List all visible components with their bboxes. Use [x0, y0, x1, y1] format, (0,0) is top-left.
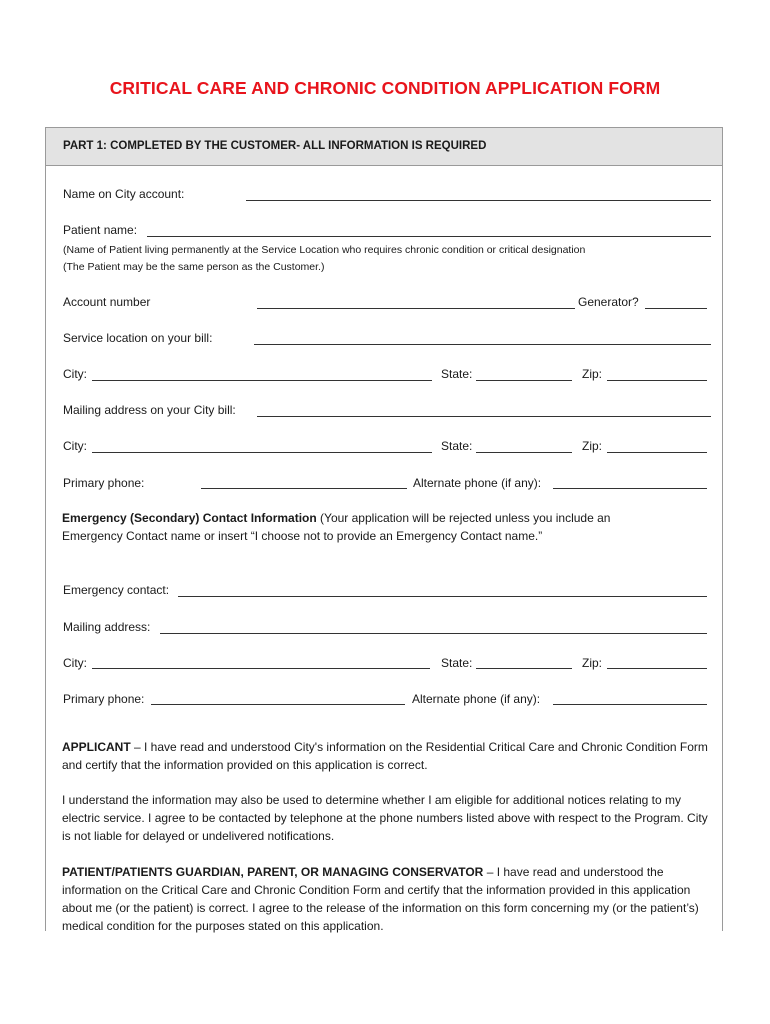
zip-label: Zip: [582, 367, 603, 381]
city-field[interactable] [92, 380, 432, 381]
state-field[interactable] [476, 380, 572, 381]
mailing-address-field[interactable] [257, 416, 711, 417]
patient-paragraph [62, 863, 712, 935]
zip-field[interactable] [607, 380, 707, 381]
generator-label: Generator? [578, 295, 639, 309]
patient-note-2: (The Patient may be the same person as the Customer.) [63, 261, 325, 273]
name-on-account-field[interactable] [246, 200, 711, 201]
emergency-info-paragraph [62, 509, 712, 545]
emergency-text-2: Emergency Contact name or insert “I choose not to provide an Emergency Contact name.” [62, 529, 543, 543]
primary-phone-label: Primary phone: [63, 476, 145, 490]
emergency-contact-field[interactable] [178, 596, 707, 597]
part1-header [46, 128, 722, 166]
applicant-paragraph-2: I understand the information may also be used to determine whether I am eligible for additional notices relating to my electric service. I agree to be contacted by telephone at the phone numbers listed above with respect to the Program. City is not liable for delayed or undelivered notifications. [62, 793, 708, 843]
alternate-phone-field[interactable] [553, 704, 707, 705]
zip-label: Zip: [582, 656, 603, 670]
city-field[interactable] [92, 668, 430, 669]
emergency-contact-label: Emergency contact: [63, 583, 170, 597]
zip-label: Zip: [582, 439, 603, 453]
name-on-account-label: Name on City account: [63, 187, 185, 201]
part1-header-text: PART 1: COMPLETED BY THE CUSTOMER- ALL INFORMATION IS REQUIRED [63, 140, 487, 152]
mailing-address-label: Mailing address on your City bill: [63, 403, 236, 417]
account-number-field[interactable] [257, 308, 575, 309]
form-title: CRITICAL CARE AND CHRONIC CONDITION APPLICATION FORM [109, 78, 661, 98]
state-label: State: [441, 656, 473, 670]
applicant-paragraph [62, 738, 712, 774]
emergency-text-1: (Your application will be rejected unless you include an [316, 511, 611, 525]
primary-phone-field[interactable] [201, 488, 407, 489]
city-label: City: [63, 439, 87, 453]
state-label: State: [441, 367, 473, 381]
service-location-label: Service location on your bill: [63, 331, 213, 345]
patient-heading: PATIENT/PATIENTS GUARDIAN, PARENT, OR MANAGING CONSERVATOR [62, 865, 484, 879]
alternate-phone-label: Alternate phone (if any): [413, 476, 542, 490]
applicant-heading: APPLICANT [62, 740, 131, 754]
patient-text: – I have read and understood the information on the Critical Care and Chronic Condition Form and certify that the information provided in this application about me (or the patient) is correct. I agree to the release of the information on this form concerning my (or the patient’s) medical condition for the purposes stated on this application. [62, 865, 699, 933]
state-field[interactable] [476, 668, 572, 669]
generator-field[interactable] [645, 308, 707, 309]
account-number-label: Account number [63, 295, 151, 309]
city-field[interactable] [92, 452, 432, 453]
patient-name-field[interactable] [147, 236, 711, 237]
city-label: City: [63, 367, 87, 381]
primary-phone-label: Primary phone: [63, 692, 145, 706]
patient-note-1: (Name of Patient living permanently at the Service Location who requires chronic condition or critical designation [63, 244, 586, 256]
emergency-mailing-label: Mailing address: [63, 620, 151, 634]
zip-field[interactable] [607, 452, 707, 453]
state-field[interactable] [476, 452, 572, 453]
state-label: State: [441, 439, 473, 453]
service-location-field[interactable] [254, 344, 711, 345]
alternate-phone-field[interactable] [553, 488, 707, 489]
primary-phone-field[interactable] [151, 704, 405, 705]
emergency-heading: Emergency (Secondary) Contact Information [62, 511, 317, 525]
emergency-mailing-field[interactable] [160, 633, 707, 634]
alternate-phone-label: Alternate phone (if any): [412, 692, 541, 706]
applicant-text: – I have read and understood City's information on the Residential Critical Care and Chronic Condition Form and certify that the information provided on this application is correct. [62, 740, 708, 772]
city-label: City: [63, 656, 87, 670]
patient-name-label: Patient name: [63, 223, 138, 237]
zip-field[interactable] [607, 668, 707, 669]
